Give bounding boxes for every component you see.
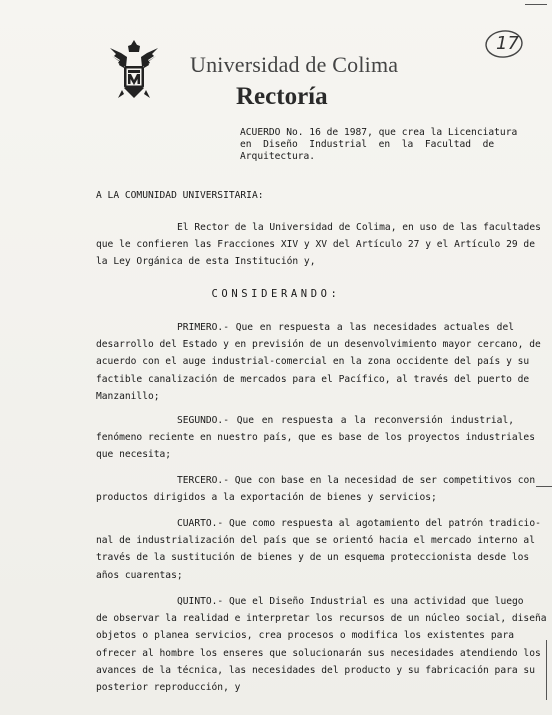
scan-mark	[525, 4, 547, 5]
paragraph-line: PRIMERO.- Que en respuesta a las necesidades actuales del	[177, 322, 514, 333]
paragraph-cuarto	[96, 515, 541, 584]
paragraph-line: TERCERO.- Que con base en la necesidad de ser competitivos con	[177, 475, 536, 486]
paragraph-line: SEGUNDO.- Que en respuesta a la reconversión industrial,	[177, 415, 514, 426]
paragraph-line: que le confieren las Fracciones XIV y XV del Artículo 27 y el Artículo 29 de	[96, 239, 535, 251]
paragraph-line: que necesita;	[96, 449, 172, 461]
paragraph-tercero	[96, 472, 536, 506]
recipient-line: A LA COMUNIDAD UNIVERSITARIA:	[96, 190, 264, 201]
paragraph-line: productos dirigidos a la exportación de bienes y servicios;	[96, 492, 437, 504]
paragraph-line: CUARTO.- Que como respuesta al agotamiento del patrón tradicio-	[177, 518, 541, 529]
paragraph-line: de observar la realidad e interpretar los recursos de un núcleo social, diseña	[96, 613, 547, 625]
intro-paragraph	[96, 219, 541, 271]
paragraph-line: Manzanillo;	[96, 390, 160, 402]
paragraph-line: desarrollo del Estado y en previsión de un desenvolvimiento mayor cercano, de	[96, 339, 541, 351]
paragraph-line: posterior reproducción, y	[96, 682, 241, 694]
university-name: Universidad de Colima	[190, 52, 399, 77]
paragraph-line: ofrecer al hombre los enseres que solucionarán sus necesidades atendiendo los	[96, 647, 541, 659]
paragraph-line: QUINTO.- Que el Diseño Industrial es una actividad que luego	[177, 596, 524, 607]
paragraph-line: El Rector de la Universidad de Colima, en uso de las facultades	[177, 222, 541, 233]
paragraph-line: través de la sustitución de bienes y de un esquema proteccionista desde los	[96, 552, 530, 564]
paragraph-line: acuerdo con el auge industrial-comercial en la zona occidente del país y su	[96, 356, 530, 368]
paragraph-line: la Ley Orgánica de esta Institución y,	[96, 256, 316, 268]
department-title: Rectoría	[236, 83, 328, 110]
paragraph-primero	[96, 319, 541, 405]
paragraph-line: años cuarentas;	[96, 569, 183, 581]
paragraph-segundo	[96, 412, 535, 464]
agreement-reference	[240, 127, 518, 163]
considerando-heading: CONSIDERANDO:	[211, 288, 341, 300]
reference-line: ACUERDO No. 16 de 1987, que crea la Licenciatura	[240, 127, 518, 138]
paragraph-line: avances de la técnica, las necesidades del producto y su fabricación para su	[96, 664, 535, 676]
eagle-crest-icon	[108, 38, 160, 102]
paragraph-line: fenómeno reciente en nuestro país, que es base de los proyectos industriales	[96, 432, 535, 444]
reference-line: en Diseño Industrial en la Facultad de	[240, 139, 495, 150]
scan-mark	[536, 486, 552, 487]
page-number: 17	[496, 33, 519, 54]
paragraph-line: factible canalización de mercados para el Pacífico, al través del puerto de	[96, 373, 530, 385]
paragraph-line: nal de industrialización del país que se orientó hacia el mercado interno al	[96, 535, 535, 547]
paragraph-line: objetos o planea servicios, crea procesos o modifica los existentes para	[96, 630, 514, 642]
scan-mark	[546, 640, 547, 700]
reference-line: Arquitectura.	[240, 151, 316, 162]
paragraph-quinto	[96, 593, 547, 696]
